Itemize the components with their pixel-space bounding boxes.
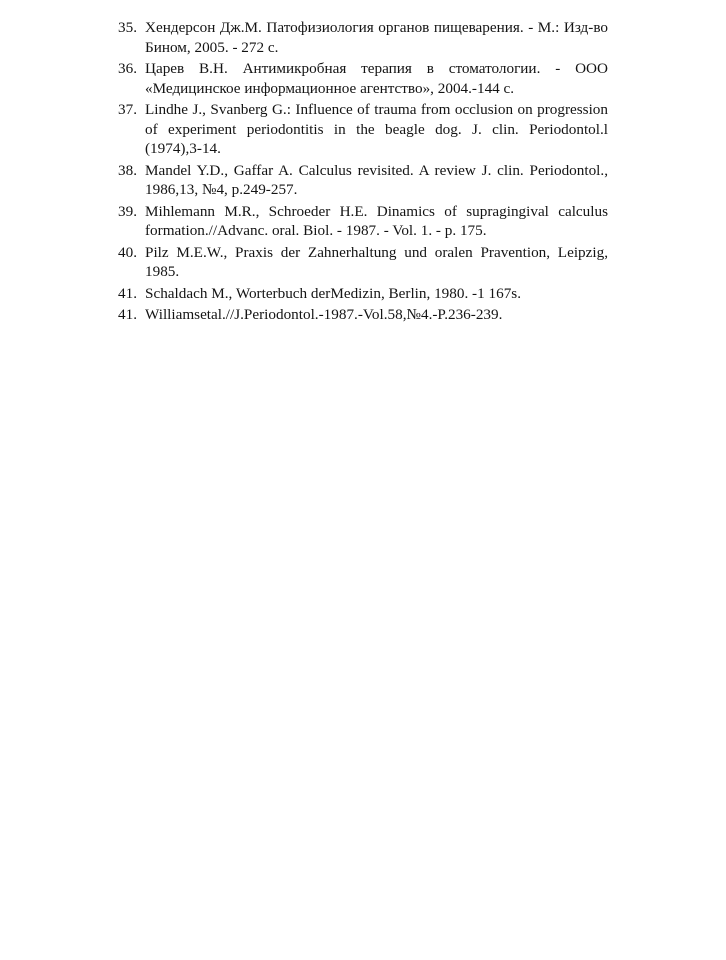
reference-text: Mihlemann M.R., Schroeder H.E. Dinamics of supragingival calculus formation.//Advanc. oral. Biol. - 1987. - Vol. 1. - p. 175. bbox=[145, 202, 608, 239]
reference-text: Williamsetal.//J.Periodontol.-1987.-Vol.58,№4.-P.236-239. bbox=[145, 306, 503, 323]
reference-item bbox=[118, 100, 608, 159]
reference-number: 41. bbox=[118, 306, 137, 323]
reference-text: Lindhe J., Svanberg G.: Influence of trauma from occlusion on progression of experiment periodontitis in the beagle dog. J. clin. Periodontol.l (1974),3-14. bbox=[145, 101, 608, 157]
reference-item bbox=[118, 161, 608, 200]
reference-text: Царев В.Н. Антимикробная терапия в стоматологии. - ООО «Медицинское информационное агентство», 2004.-144 с. bbox=[145, 60, 608, 97]
reference-number: 36. bbox=[118, 60, 137, 77]
reference-text: Хендерсон Дж.М. Патофизиология органов пищеварения. - М.: Изд-во Бином, 2005. - 272 с. bbox=[145, 19, 608, 56]
reference-item bbox=[118, 284, 608, 304]
reference-number: 35. bbox=[118, 19, 137, 36]
reference-item bbox=[118, 202, 608, 241]
reference-number: 41. bbox=[118, 284, 137, 302]
reference-number: 37. bbox=[118, 101, 137, 118]
reference-item bbox=[118, 59, 608, 98]
reference-list bbox=[118, 18, 608, 327]
reference-number: 40. bbox=[118, 243, 137, 261]
reference-item bbox=[118, 305, 608, 325]
reference-item bbox=[118, 243, 608, 282]
reference-number: 38. bbox=[118, 161, 137, 179]
reference-text: Pilz M.E.W., Praxis der Zahnerhaltung und oralen Pravention, Leipzig, 1985. bbox=[145, 243, 608, 280]
reference-text: Mandel Y.D., Gaffar A. Calculus revisited. A review J. clin. Periodontol., 1986,13, №4, p.249-257. bbox=[145, 161, 608, 198]
reference-item bbox=[118, 18, 608, 57]
reference-text: Schaldach M., Worterbuch derMedizin, Berlin, 1980. -1 167s. bbox=[145, 284, 521, 302]
reference-number: 39. bbox=[118, 202, 137, 220]
